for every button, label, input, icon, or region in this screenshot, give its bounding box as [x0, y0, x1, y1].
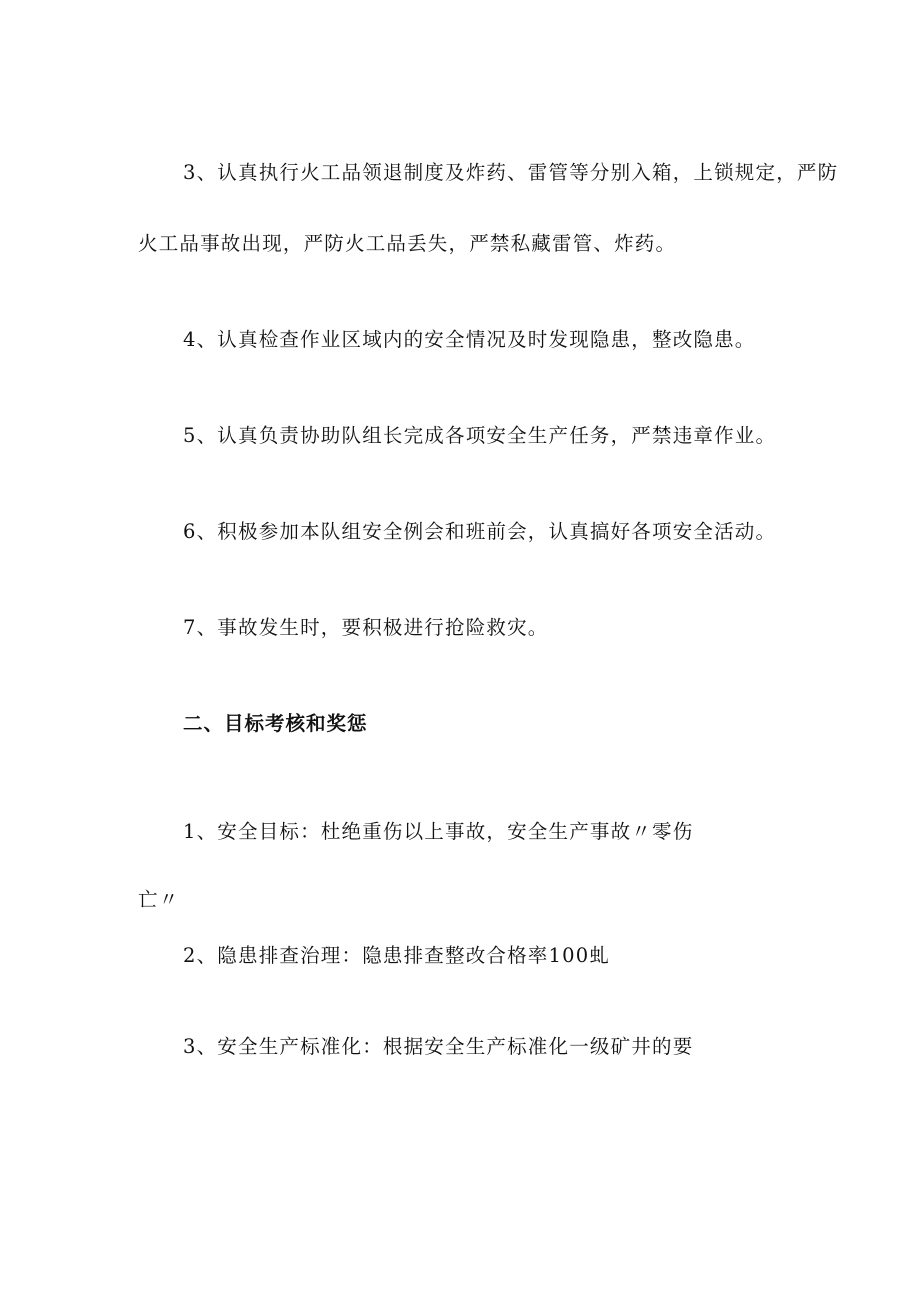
section-heading: 二、目标考核和奖惩 — [183, 712, 368, 735]
item-2: 2、隐患排查治理：隐患排查整改合格率100虬 — [183, 944, 611, 967]
item-1-line-1: 1、安全目标：杜绝重伤以上事故，安全生产事故〃零伤 — [183, 820, 694, 843]
paragraph-3-line-2: 火工品事故出现，严防火工品丢失，严禁私藏雷管、炸药。 — [138, 232, 677, 255]
paragraph-3-line-1: 3、认真执行火工品领退制度及炸药、雷管等分别入箱，上锁规定，严防 — [183, 161, 839, 184]
paragraph-4: 4、认真检查作业区域内的安全情况及时发现隐患，整改隐患。 — [183, 328, 756, 351]
item-1-line-2: 亡〃 — [138, 888, 180, 911]
item-3: 3、安全生产标准化：根据安全生产标准化一级矿井的要 — [183, 1035, 694, 1058]
paragraph-5: 5、认真负责协助队组长完成各项安全生产任务，严禁违章作业。 — [183, 424, 777, 447]
paragraph-6: 6、积极参加本队组安全例会和班前会，认真搞好各项安全活动。 — [183, 520, 777, 543]
paragraph-7: 7、事故发生时，要积极进行抢险救灾。 — [183, 616, 549, 639]
